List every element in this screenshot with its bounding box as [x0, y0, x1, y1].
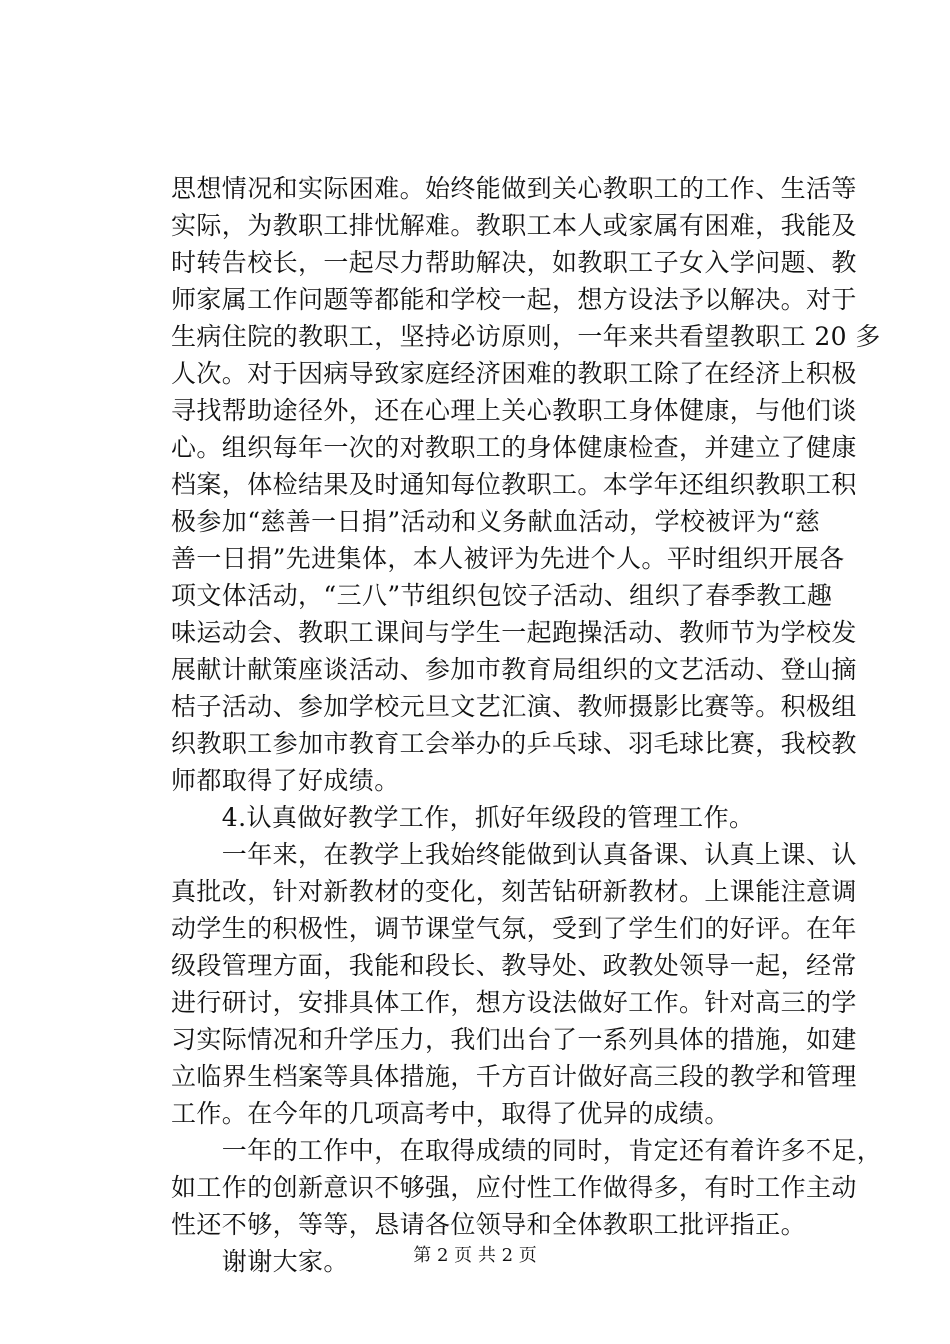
text-line: 人次。对于因病导致家庭经济困难的教职工除了在经济上积极 [171, 359, 857, 388]
text-line: 立临界生档案等具体措施，千方百计做好高三段的教学和管理 [171, 1062, 857, 1091]
text-line: 工作。在今年的几项高考中，取得了优异的成绩。 [171, 1099, 730, 1128]
page-number-footer: 第 2 页 共 2 页 [413, 1245, 537, 1266]
text-line: 展献计献策座谈活动、参加市教育局组织的文艺活动、登山摘 [171, 655, 857, 684]
text-line: 一年的工作中，在取得成绩的同时，肯定还有着许多不足， [171, 1136, 883, 1165]
text-line: 项文体活动，“三八”节组织包饺子活动、组织了春季教工趣 [171, 581, 833, 610]
text-line: 思想情况和实际困难。始终能做到关心教职工的工作、生活等 [171, 174, 857, 203]
text-line: 性还不够，等等，恳请各位领导和全体教职工批评指正。 [171, 1210, 807, 1239]
text-line: 时转告校长，一起尽力帮助解决，如教职工子女入学问题、教 [171, 248, 857, 277]
text-line: 如工作的创新意识不够强，应付性工作做得多，有时工作主动 [171, 1173, 857, 1202]
text-line: 寻找帮助途径外，还在心理上关心教职工身体健康，与他们谈 [171, 396, 857, 425]
body-text [171, 170, 883, 1280]
text-line: 档案，体检结果及时通知每位教职工。本学年还组织教职工积 [171, 470, 857, 499]
text-line: 心。组织每年一次的对教职工的身体健康检查，并建立了健康 [171, 433, 857, 462]
text-line: 习实际情况和升学压力，我们出台了一系列具体的措施，如建 [171, 1025, 857, 1054]
text-line: 进行研讨，安排具体工作，想方设法做好工作。针对高三的学 [171, 988, 857, 1017]
text-line: 动学生的积极性，调节课堂气氛，受到了学生们的好评。在年 [171, 914, 857, 943]
text-line: 师都取得了好成绩。 [171, 766, 400, 795]
text-line: 实际，为教职工排忧解难。教职工本人或家属有困难，我能及 [171, 211, 857, 240]
text-line: 桔子活动、参加学校元旦文艺汇演、教师摄影比赛等。积极组 [171, 692, 857, 721]
text-line: 一年来，在教学上我始终能做到认真备课、认真上课、认 [171, 840, 857, 869]
text-line: 织教职工参加市教育工会举办的乒乓球、羽毛球比赛，我校教 [171, 729, 857, 758]
text-line: 级段管理方面，我能和段长、教导处、政教处领导一起，经常 [171, 951, 857, 980]
text-line: 生病住院的教职工，坚持必访原则，一年来共看望教职工 20 多 [171, 322, 881, 351]
closing-line: 谢谢大家。 [171, 1247, 349, 1276]
text-line: 真批改，针对新教材的变化，刻苦钻研新教材。上课能注意调 [171, 877, 857, 906]
text-line: 师家属工作问题等都能和学校一起，想方设法予以解决。对于 [171, 285, 857, 314]
text-line: 善一日捐”先进集体，本人被评为先进个人。平时组织开展各 [171, 544, 845, 573]
text-line: 味运动会、教职工课间与学生一起跑操活动、教师节为学校发 [171, 618, 857, 647]
text-line: 极参加“慈善一日捐”活动和义务献血活动，学校被评为“慈 [171, 507, 821, 536]
section-heading: 4.认真做好教学工作，抓好年级段的管理工作。 [171, 803, 755, 832]
